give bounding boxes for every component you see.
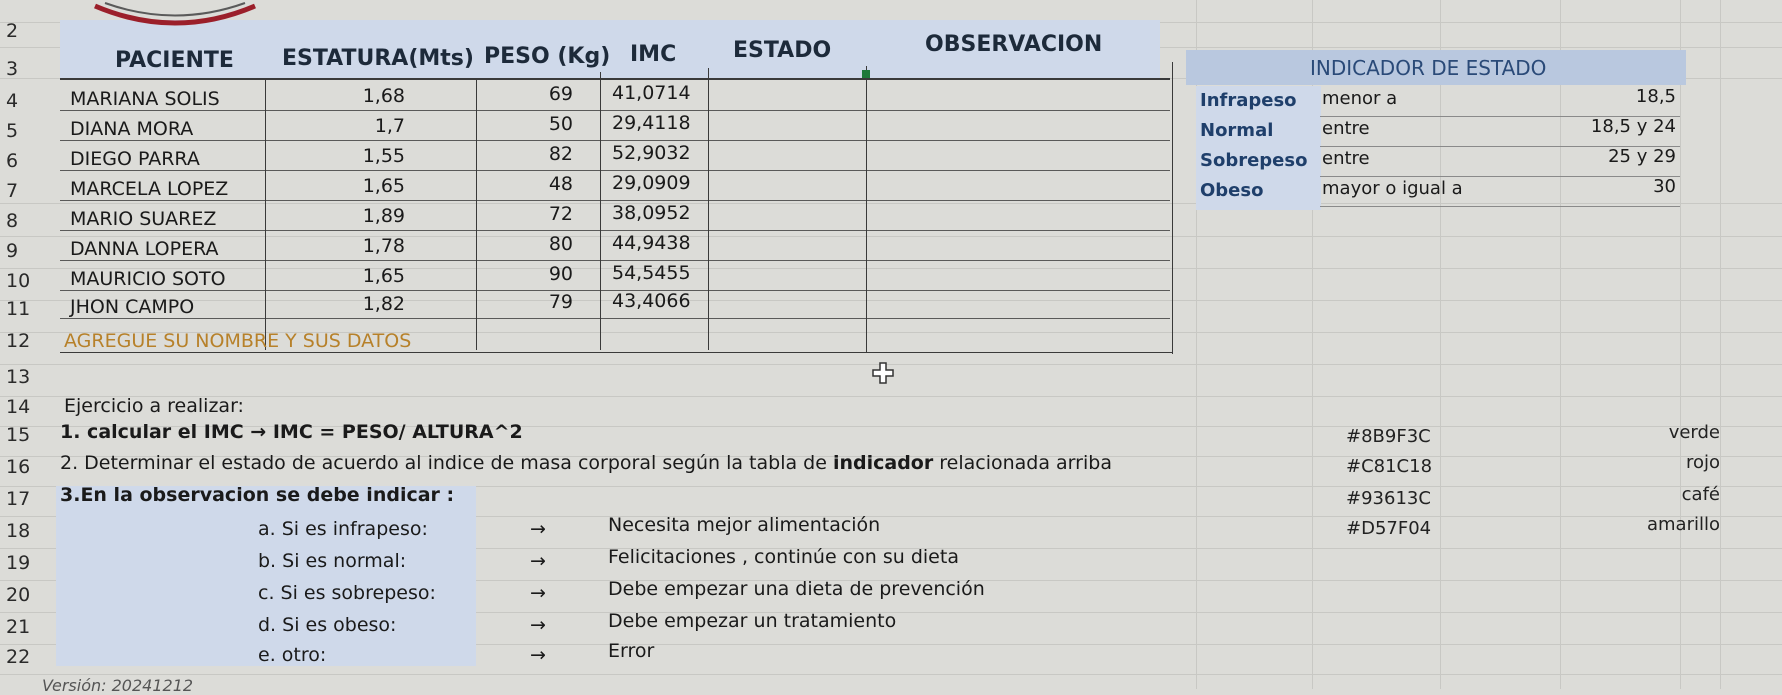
patient-weight[interactable]: 48 bbox=[548, 173, 573, 195]
indicator-relation[interactable]: mayor o igual a bbox=[1322, 178, 1463, 199]
patient-height[interactable]: 1,65 bbox=[362, 175, 405, 197]
patient-name[interactable]: JHON CAMPO bbox=[70, 296, 195, 318]
row-number[interactable]: 15 bbox=[6, 424, 31, 446]
observation-condition[interactable]: d. Si es obeso: bbox=[258, 614, 397, 636]
table-border bbox=[1172, 62, 1173, 354]
table-border bbox=[866, 66, 867, 352]
patient-height[interactable]: 1,55 bbox=[362, 145, 405, 167]
indicator-state[interactable]: Obeso bbox=[1200, 180, 1264, 201]
grid-vline bbox=[1720, 0, 1721, 689]
exercise-step-1[interactable]: 1. calcular el IMC → IMC = PESO/ ALTURA^2 bbox=[60, 421, 523, 443]
color-name[interactable]: café bbox=[1681, 484, 1720, 505]
patient-height[interactable]: 1,89 bbox=[362, 205, 405, 227]
row-number[interactable]: 5 bbox=[6, 120, 19, 142]
patient-name[interactable]: MAURICIO SOTO bbox=[70, 268, 226, 290]
exercise-step-3[interactable]: 3.En la observacion se debe indicar : bbox=[60, 484, 455, 506]
arrow-icon: → bbox=[530, 550, 546, 572]
table-border bbox=[60, 352, 1172, 353]
row-number[interactable]: 22 bbox=[6, 646, 31, 668]
row-number[interactable]: 4 bbox=[6, 90, 19, 112]
header-imc[interactable]: IMC bbox=[630, 42, 677, 67]
row-number[interactable]: 18 bbox=[6, 520, 31, 542]
grid-vline bbox=[1680, 0, 1681, 689]
table-row-border bbox=[60, 110, 1170, 111]
row-number[interactable]: 7 bbox=[6, 180, 19, 202]
observation-message[interactable]: Necesita mejor alimentación bbox=[608, 514, 881, 536]
row-number[interactable]: 19 bbox=[6, 552, 31, 574]
table-row-border bbox=[60, 140, 1170, 141]
exercise-step-2[interactable] bbox=[60, 452, 1112, 474]
row-number[interactable]: 21 bbox=[6, 616, 31, 638]
indicator-value[interactable]: 18,5 y 24 bbox=[1590, 116, 1676, 137]
patient-weight[interactable]: 79 bbox=[548, 291, 573, 313]
indicator-row-border bbox=[1320, 206, 1680, 207]
indicator-state[interactable]: Normal bbox=[1200, 120, 1274, 141]
row-number[interactable]: 2 bbox=[6, 20, 19, 42]
observation-condition[interactable]: b. Si es normal: bbox=[258, 550, 407, 572]
patient-height[interactable]: 1,68 bbox=[362, 85, 405, 107]
indicator-relation[interactable]: menor a bbox=[1322, 88, 1398, 109]
patient-weight[interactable]: 90 bbox=[548, 263, 573, 285]
grid-hline bbox=[0, 674, 1782, 675]
indicator-value[interactable]: 25 y 29 bbox=[1608, 146, 1676, 167]
row-number[interactable]: 3 bbox=[6, 58, 19, 80]
table-border bbox=[60, 78, 1170, 80]
patient-height[interactable]: 1,65 bbox=[362, 265, 405, 287]
indicator-relation[interactable]: entre bbox=[1322, 118, 1370, 139]
grid-hline bbox=[0, 268, 1782, 269]
patient-height[interactable]: 1,78 bbox=[362, 235, 405, 257]
selection-handle[interactable] bbox=[862, 70, 870, 78]
logo-arc bbox=[90, 0, 260, 30]
arrow-icon: → bbox=[530, 582, 546, 604]
grid-hline bbox=[0, 236, 1782, 237]
patient-height[interactable]: 1,82 bbox=[362, 293, 405, 315]
indicator-value[interactable]: 18,5 bbox=[1635, 86, 1676, 107]
indicator-state[interactable]: Infrapeso bbox=[1200, 90, 1297, 111]
table-row-border bbox=[60, 170, 1170, 171]
patient-imc[interactable]: 41,0714 bbox=[612, 82, 691, 104]
patient-weight[interactable]: 80 bbox=[548, 233, 573, 255]
patient-imc[interactable]: 29,4118 bbox=[612, 112, 691, 134]
arrow-icon: → bbox=[530, 614, 546, 636]
color-name[interactable]: rojo bbox=[1685, 452, 1720, 473]
table-border bbox=[265, 78, 266, 350]
observation-message[interactable]: Error bbox=[608, 640, 655, 662]
row-number[interactable]: 20 bbox=[6, 584, 31, 606]
patient-name[interactable]: MARCELA LOPEZ bbox=[70, 178, 229, 200]
color-name[interactable]: verde bbox=[1668, 422, 1720, 443]
row-number[interactable]: 16 bbox=[6, 456, 31, 478]
exercise-title[interactable]: Ejercicio a realizar: bbox=[64, 395, 244, 417]
table-row-border bbox=[60, 200, 1170, 201]
version-text: Versión: 20241212 bbox=[42, 676, 194, 695]
table-row-border bbox=[60, 318, 1170, 319]
patient-imc[interactable]: 52,9032 bbox=[612, 142, 691, 164]
observation-message[interactable]: Debe empezar una dieta de prevención bbox=[608, 578, 985, 600]
grid-hline bbox=[0, 203, 1782, 204]
patient-name[interactable]: DIEGO PARRA bbox=[70, 148, 200, 170]
observation-condition[interactable]: a. Si es infrapeso: bbox=[258, 518, 428, 540]
color-hex[interactable]: #93613C bbox=[1346, 488, 1431, 509]
row-number[interactable]: 17 bbox=[6, 488, 31, 510]
table-row-border bbox=[60, 260, 1170, 261]
grid-hline bbox=[0, 300, 1782, 301]
grid-vline bbox=[1440, 0, 1441, 689]
patient-imc[interactable]: 54,5455 bbox=[612, 262, 691, 284]
exercise-step-2-keyword: indicador bbox=[832, 452, 934, 474]
observation-message[interactable]: Felicitaciones , continúe con su dieta bbox=[608, 546, 959, 568]
patient-weight[interactable]: 72 bbox=[548, 203, 573, 225]
observation-condition[interactable]: e. otro: bbox=[258, 644, 327, 666]
cell-cursor-icon bbox=[872, 362, 894, 384]
header-estado[interactable]: ESTADO bbox=[733, 38, 832, 63]
observation-message[interactable]: Debe empezar un tratamiento bbox=[608, 610, 897, 632]
color-hex[interactable]: #C81C18 bbox=[1346, 456, 1433, 477]
header-peso[interactable]: PESO (Kg) bbox=[484, 44, 611, 69]
arrow-icon: → bbox=[530, 518, 546, 540]
row-number[interactable]: 10 bbox=[6, 270, 31, 292]
header-observacion[interactable]: OBSERVACION bbox=[925, 32, 1103, 57]
header-paciente[interactable]: PACIENTE bbox=[115, 48, 234, 73]
patient-weight[interactable]: 69 bbox=[548, 83, 573, 105]
row-number[interactable]: 8 bbox=[6, 210, 19, 232]
table-border bbox=[600, 72, 601, 350]
observacion-band bbox=[56, 486, 476, 666]
patient-name[interactable]: MARIO SUAREZ bbox=[70, 208, 217, 230]
row-number[interactable]: 11 bbox=[6, 298, 31, 320]
row-number[interactable]: 13 bbox=[6, 366, 31, 388]
patient-imc[interactable]: 44,9438 bbox=[612, 232, 691, 254]
patient-name[interactable]: MARIANA SOLIS bbox=[70, 88, 220, 110]
color-hex[interactable]: #D57F04 bbox=[1346, 518, 1432, 539]
exercise-step-2-end: relacionada arriba bbox=[933, 452, 1112, 474]
patient-weight[interactable]: 82 bbox=[548, 143, 573, 165]
indicator-value[interactable]: 30 bbox=[1653, 176, 1676, 197]
exercise-step-2-text: 2. Determinar el estado de acuerdo al indice de masa corporal según la tabla de bbox=[60, 452, 833, 474]
patient-imc[interactable]: 38,0952 bbox=[612, 202, 691, 224]
color-name[interactable]: amarillo bbox=[1646, 514, 1720, 535]
patient-imc[interactable]: 43,4066 bbox=[612, 290, 691, 312]
observation-condition[interactable]: c. Si es sobrepeso: bbox=[258, 582, 436, 604]
table-border bbox=[476, 78, 477, 350]
grid-hline bbox=[0, 396, 1782, 397]
row-number[interactable]: 6 bbox=[6, 150, 19, 172]
indicator-title[interactable]: INDICADOR DE ESTADO bbox=[1310, 56, 1547, 80]
row-number[interactable]: 14 bbox=[6, 396, 31, 418]
row-number[interactable]: 9 bbox=[6, 240, 19, 262]
indicator-state[interactable]: Sobrepeso bbox=[1200, 150, 1308, 171]
patient-weight[interactable]: 50 bbox=[548, 113, 573, 135]
add-your-name-text[interactable]: AGREGUE SU NOMBRE Y SUS DATOS bbox=[64, 330, 412, 352]
header-estatura[interactable]: ESTATURA(Mts) bbox=[282, 46, 474, 71]
arrow-icon: → bbox=[530, 644, 546, 666]
patient-name[interactable]: DANNA LOPERA bbox=[70, 238, 219, 260]
row-number[interactable]: 12 bbox=[6, 330, 31, 352]
indicator-relation[interactable]: entre bbox=[1322, 148, 1370, 169]
patient-imc[interactable]: 29,0909 bbox=[612, 172, 691, 194]
color-hex[interactable]: #8B9F3C bbox=[1346, 426, 1431, 447]
table-row-border bbox=[60, 230, 1170, 231]
patient-height[interactable]: 1,7 bbox=[374, 115, 405, 137]
patient-name[interactable]: DIANA MORA bbox=[70, 118, 194, 140]
